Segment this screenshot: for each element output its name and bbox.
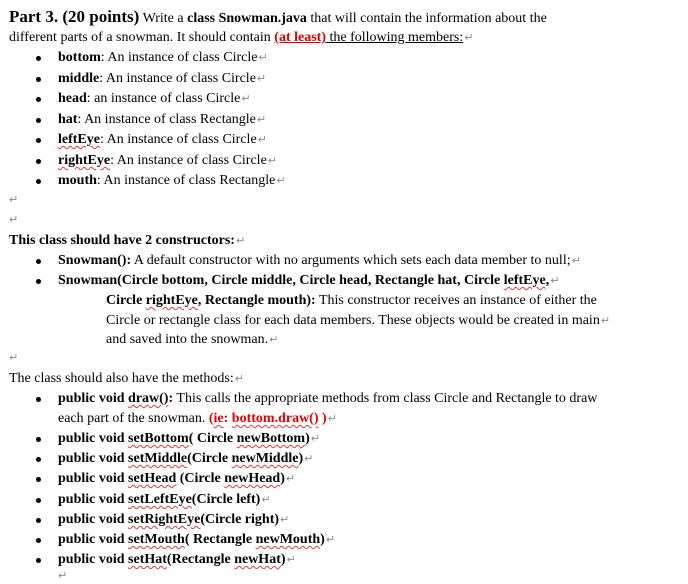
paragraph-mark-icon: ↵	[258, 51, 268, 64]
paragraph-mark-icon: ↵	[257, 133, 267, 146]
method-name: setHead	[128, 471, 177, 486]
member-desc: : An instance of class Circle	[99, 71, 256, 86]
member-desc: : An instance of class Rectangle	[77, 112, 256, 127]
method-modifier: public void	[58, 471, 129, 486]
bullet-icon	[36, 457, 41, 462]
at-least-note: (at least)	[274, 30, 326, 45]
paragraph-mark-icon: ↵	[285, 472, 296, 485]
paragraph-mark-icon: ↵	[235, 234, 246, 247]
constructor-continued	[106, 312, 610, 330]
class-name: class Snowman.java	[187, 11, 307, 26]
method-modifier: public void	[58, 532, 129, 547]
method-modifier: public void	[58, 391, 129, 406]
ie-note: )	[318, 411, 327, 426]
constructors-heading-text: This class should have 2 constructors:	[9, 233, 235, 248]
method-item	[58, 450, 313, 468]
member-item	[58, 131, 267, 149]
member-item	[58, 49, 268, 67]
method-name: setRightEye	[128, 512, 201, 527]
method-params: ( Circle	[188, 431, 237, 446]
method-modifier: public void	[58, 492, 129, 507]
bullet-icon	[36, 159, 41, 164]
paragraph-mark-icon: ↵	[9, 193, 19, 206]
method-param: newMiddle	[231, 451, 299, 466]
member-name: head	[58, 91, 87, 106]
method-params: (Circle	[187, 451, 232, 466]
member-desc: : an instance of class Circle	[86, 91, 241, 106]
methods-heading	[9, 370, 244, 388]
ie-note: (	[208, 411, 214, 426]
constructor-desc: Circle or rectangle class for each data members. These objects would be created in main	[106, 313, 600, 328]
method-close: )	[280, 552, 286, 567]
intro-line	[9, 29, 473, 47]
method-item	[58, 491, 271, 509]
paragraph-mark-icon: ↵	[600, 314, 611, 327]
constructor-signature: Snowman():	[58, 253, 132, 268]
method-name: setHat	[128, 552, 167, 567]
method-modifier: public void	[58, 552, 129, 567]
method-item	[58, 470, 295, 488]
method-param: newHat	[234, 552, 281, 567]
method-params: (Circle right)	[200, 512, 280, 527]
paragraph-mark-icon: ↵	[325, 533, 336, 546]
constructor-continued	[106, 331, 278, 349]
method-punct: :	[168, 391, 174, 406]
bullet-icon	[36, 518, 41, 523]
constructor-item	[58, 272, 559, 290]
paragraph-mark-icon: ↵	[9, 213, 19, 226]
method-close: )	[320, 532, 325, 547]
constructor-desc: This constructor receives an instance of either the	[315, 293, 597, 308]
ie-note: ie	[213, 411, 224, 426]
method-desc: This calls the appropriate methods from class Circle and Rectangle to draw	[173, 391, 598, 406]
paragraph-mark-icon: ↵	[256, 113, 267, 126]
method-name: setLeftEye	[128, 492, 192, 507]
bullet-icon	[36, 77, 41, 82]
method-params: (Circle left)	[191, 492, 261, 507]
paragraph-mark-icon: ↵	[304, 452, 314, 465]
method-param: newHead	[224, 471, 281, 486]
method-param: newMouth	[255, 532, 321, 547]
constructor-signature: Circle	[106, 293, 146, 308]
paragraph-mark-icon: ↵	[267, 154, 278, 167]
bullet-icon	[36, 279, 41, 284]
method-item	[58, 531, 335, 549]
paragraph-mark-icon: ↵	[286, 553, 296, 566]
paragraph-mark-icon: ↵	[9, 351, 19, 364]
constructor-item	[58, 252, 581, 270]
bullet-icon	[36, 477, 41, 482]
method-modifier: public void	[58, 431, 129, 446]
bullet-icon	[36, 56, 41, 61]
member-name: mouth	[58, 173, 97, 188]
method-item	[58, 511, 289, 529]
method-param: newBottom	[236, 431, 306, 446]
part-label: Part 3. (20 points)	[9, 7, 140, 26]
member-desc: : An instance of class Circle	[110, 153, 267, 168]
member-item	[58, 111, 266, 129]
method-item	[58, 430, 320, 448]
member-item	[58, 70, 266, 88]
method-params: (Rectangle	[166, 552, 235, 567]
method-modifier: public void	[58, 512, 129, 527]
constructor-punct: ,	[545, 273, 550, 288]
bullet-icon	[36, 498, 41, 503]
constructor-signature: Snowman(Circle bottom, Circle middle, Circle head, Rectangle hat, Circle	[58, 273, 504, 288]
bullet-icon	[36, 179, 41, 184]
constructor-param: rightEye	[145, 293, 198, 308]
part-heading	[9, 6, 547, 30]
paragraph-mark-icon: ↵	[276, 174, 286, 187]
methods-heading-text: The class should also have the methods:	[9, 371, 234, 386]
paragraph-mark-icon: ↵	[256, 72, 267, 85]
bullet-icon	[36, 118, 41, 123]
method-modifier: public void	[58, 451, 129, 466]
method-params: ( Rectangle	[184, 532, 256, 547]
member-name: leftEye	[58, 132, 100, 147]
paragraph-mark-icon: ↵	[261, 493, 271, 506]
paragraph-mark-icon: ↵	[280, 513, 290, 526]
member-item	[58, 90, 251, 108]
constructor-continued	[106, 292, 597, 310]
member-name: bottom	[58, 50, 101, 65]
method-continued	[58, 410, 337, 428]
member-desc: : An instance of class Rectangle	[96, 173, 276, 188]
bullet-icon	[36, 558, 41, 563]
paragraph-mark-icon: ↵	[234, 372, 244, 385]
method-close: )	[280, 471, 285, 486]
paragraph-mark-icon: ↵	[310, 432, 320, 445]
member-item	[58, 172, 286, 190]
paragraph-mark-icon: ↵	[464, 31, 474, 44]
method-item	[58, 390, 597, 408]
heading-text-1: Write a	[139, 11, 188, 26]
constructors-heading	[9, 232, 245, 250]
paragraph-mark-icon: ↵	[241, 92, 251, 105]
ie-note: :	[223, 411, 232, 426]
paragraph-mark-icon: ↵	[571, 254, 581, 267]
method-name: setMouth	[128, 532, 185, 547]
paragraph-mark-icon: ↵	[327, 412, 337, 425]
intro-text-2: the following members:	[326, 30, 464, 45]
heading-text-2: that will contain the information about the	[306, 11, 547, 26]
method-item	[58, 551, 296, 569]
bullet-icon	[36, 259, 41, 264]
method-close: )	[305, 431, 310, 446]
member-item	[58, 152, 277, 170]
method-params: (Circle	[176, 471, 225, 486]
constructor-param: leftEye	[503, 273, 546, 288]
method-name: setMiddle	[128, 451, 188, 466]
bullet-icon	[36, 138, 41, 143]
paragraph-mark-icon: ↵	[550, 274, 560, 287]
member-name: rightEye	[58, 153, 111, 168]
member-name: hat	[58, 112, 78, 127]
ie-note: bottom.draw()	[231, 411, 319, 426]
bullet-icon	[36, 397, 41, 402]
method-name: setBottom	[128, 431, 189, 446]
intro-text-1: different parts of a snowman. It should contain	[9, 30, 275, 45]
method-desc: each part of the snowman.	[58, 411, 209, 426]
paragraph-mark-icon: ↵	[269, 333, 279, 346]
constructor-signature-end: , Rectangle mouth):	[197, 293, 316, 308]
constructor-desc: and saved into the snowman.	[106, 332, 269, 347]
member-desc: : An instance of class Circle	[99, 132, 257, 147]
member-desc: : An instance of class Circle	[100, 50, 258, 65]
bullet-icon	[36, 97, 41, 102]
bullet-icon	[36, 437, 41, 442]
constructor-desc: A default constructor with no arguments which sets each data member to null;	[131, 253, 571, 268]
paragraph-mark-icon: ↵	[58, 569, 68, 582]
method-name: draw()	[128, 391, 169, 406]
member-name: middle	[58, 71, 100, 86]
bullet-icon	[36, 538, 41, 543]
method-close: )	[298, 451, 304, 466]
